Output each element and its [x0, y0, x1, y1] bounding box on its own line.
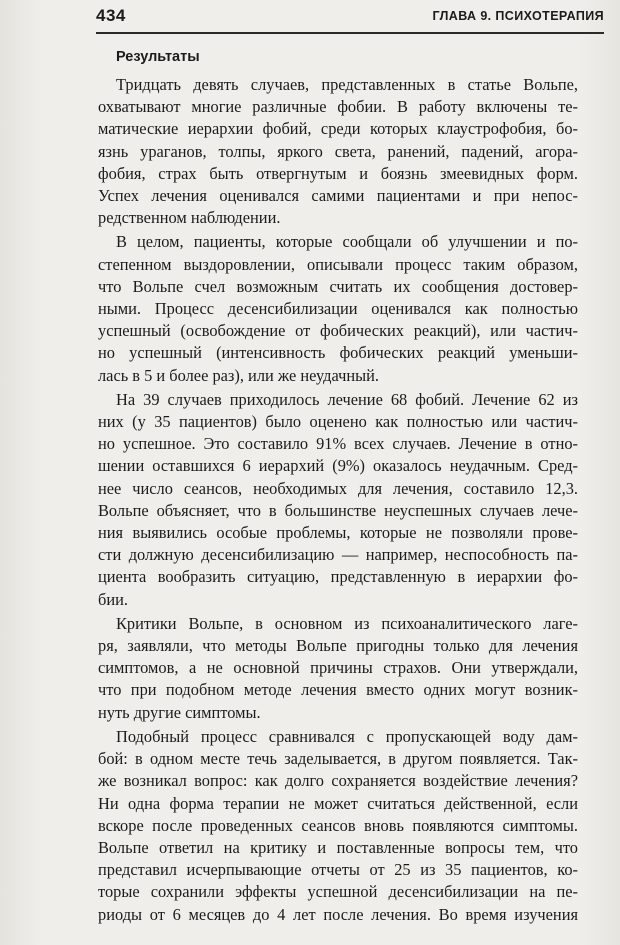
- text-line: что при подобном методе лечения вместо одних могут возник-: [98, 680, 578, 700]
- text-line: Тридцать девять случаев, представленных в статье Вольпе,: [116, 75, 578, 94]
- paragraph: [98, 74, 578, 229]
- text-line: них (у 35 пациентов) было оценено как полностью или частич-: [98, 412, 578, 432]
- text-line: сти должную десенсибилизацию — например, неспособность па-: [98, 545, 578, 565]
- text-line: редственном наблюдении.: [98, 208, 281, 228]
- text-line: вскоре после проведенных сеансов вновь появляются симптомы.: [98, 815, 578, 835]
- text-line: бой: в одном месте течь заделывается, в другом появляется. Так-: [98, 749, 578, 769]
- text-line: шении оставшихся 6 иерархий (9%) оказалось неудачным. Сред-: [98, 456, 578, 476]
- section-heading: Результаты: [116, 49, 200, 65]
- text-line: бии.: [98, 589, 128, 609]
- text-line: что Вольпе счел возможным считать их сообщения достовер-: [98, 276, 578, 296]
- text-line: ния выявились особые проблемы, которые не позволяли прове-: [98, 523, 578, 543]
- page-body: [98, 46, 578, 926]
- paragraph: [98, 231, 578, 386]
- text-line: представил исчерпывающие отчеты от 25 из 35 пациентов, ко-: [98, 860, 578, 880]
- text-line: нее число сеансов, необходимых для лечения, составило 12,3.: [98, 478, 578, 498]
- text-line: язнь ураганов, толпы, яркого света, ранений, падений, агора-: [98, 141, 578, 161]
- text-line: успешный (освобождение от фобических реакций), или частич-: [98, 321, 578, 341]
- chapter-title: ГЛАВА 9. ПСИХОТЕРАПИЯ: [432, 9, 604, 23]
- text-line: но успешное. Это составило 91% всех случаев. Лечение в отно-: [98, 434, 578, 454]
- text-line: охватывают многие различные фобии. В работу включены те-: [98, 97, 578, 117]
- text-line: Подобный процесс сравнивался с пропускающей воду дам-: [116, 726, 578, 746]
- text-line: циента вообразить ситуацию, представленную в иерархии фо-: [98, 567, 578, 587]
- page-number: 434: [96, 6, 126, 25]
- paragraph: [98, 726, 578, 926]
- text-line: симптомов, а не основной причины страхов. Они утверждали,: [98, 658, 578, 678]
- text-line: ря, заявляли, что методы Вольпе пригодны только для лечения: [98, 636, 578, 656]
- text-line: нуть другие симптомы.: [98, 702, 261, 722]
- text-line: Успех лечения оценивался самими пациентами и при непос-: [98, 186, 578, 206]
- text-line: матические иерархии фобий, среди которых клаустрофобия, бо-: [98, 119, 578, 139]
- text-line: Вольпе объясняет, что в большинстве неуспешных случаев лече-: [98, 500, 578, 520]
- text-line: На 39 случаев приходилось лечение 68 фобий. Лечение 62 из: [116, 389, 578, 409]
- running-header: [96, 4, 604, 34]
- text-line: но успешный (интенсивность фобических реакций уменьши-: [98, 343, 578, 363]
- text-line: степенном выздоровлении, описывали процесс таким образом,: [98, 254, 578, 274]
- text-line: же возникал вопрос: как долго сохраняется воздействие лечения?: [98, 771, 578, 791]
- text-line: В целом, пациенты, которые сообщали об улучшении и по-: [116, 232, 578, 252]
- text-line: лась в 5 и более раз), или же неудачный.: [98, 365, 380, 385]
- text-line: фобия, страх быть отвергнутым и боязнь змеевидных форм.: [98, 163, 578, 183]
- text-line: Ни одна форма терапии не может считаться действенной, если: [98, 793, 578, 813]
- paragraph: [98, 613, 578, 724]
- text-line: Критики Вольпе, в основном из психоаналитического лаге-: [116, 613, 578, 633]
- text-line: торые сохранили эффекты успешной десенсибилизации на пе-: [98, 882, 578, 902]
- text-line: ными. Процесс десенсибилизации оценивался как полностью: [98, 299, 578, 319]
- paragraph: [98, 389, 578, 611]
- text-line: риоды от 6 месяцев до 4 лет после лечения. Во время изучения: [98, 904, 578, 924]
- text-line: Вольпе ответил на критику и поставленные вопросы тем, что: [98, 837, 578, 857]
